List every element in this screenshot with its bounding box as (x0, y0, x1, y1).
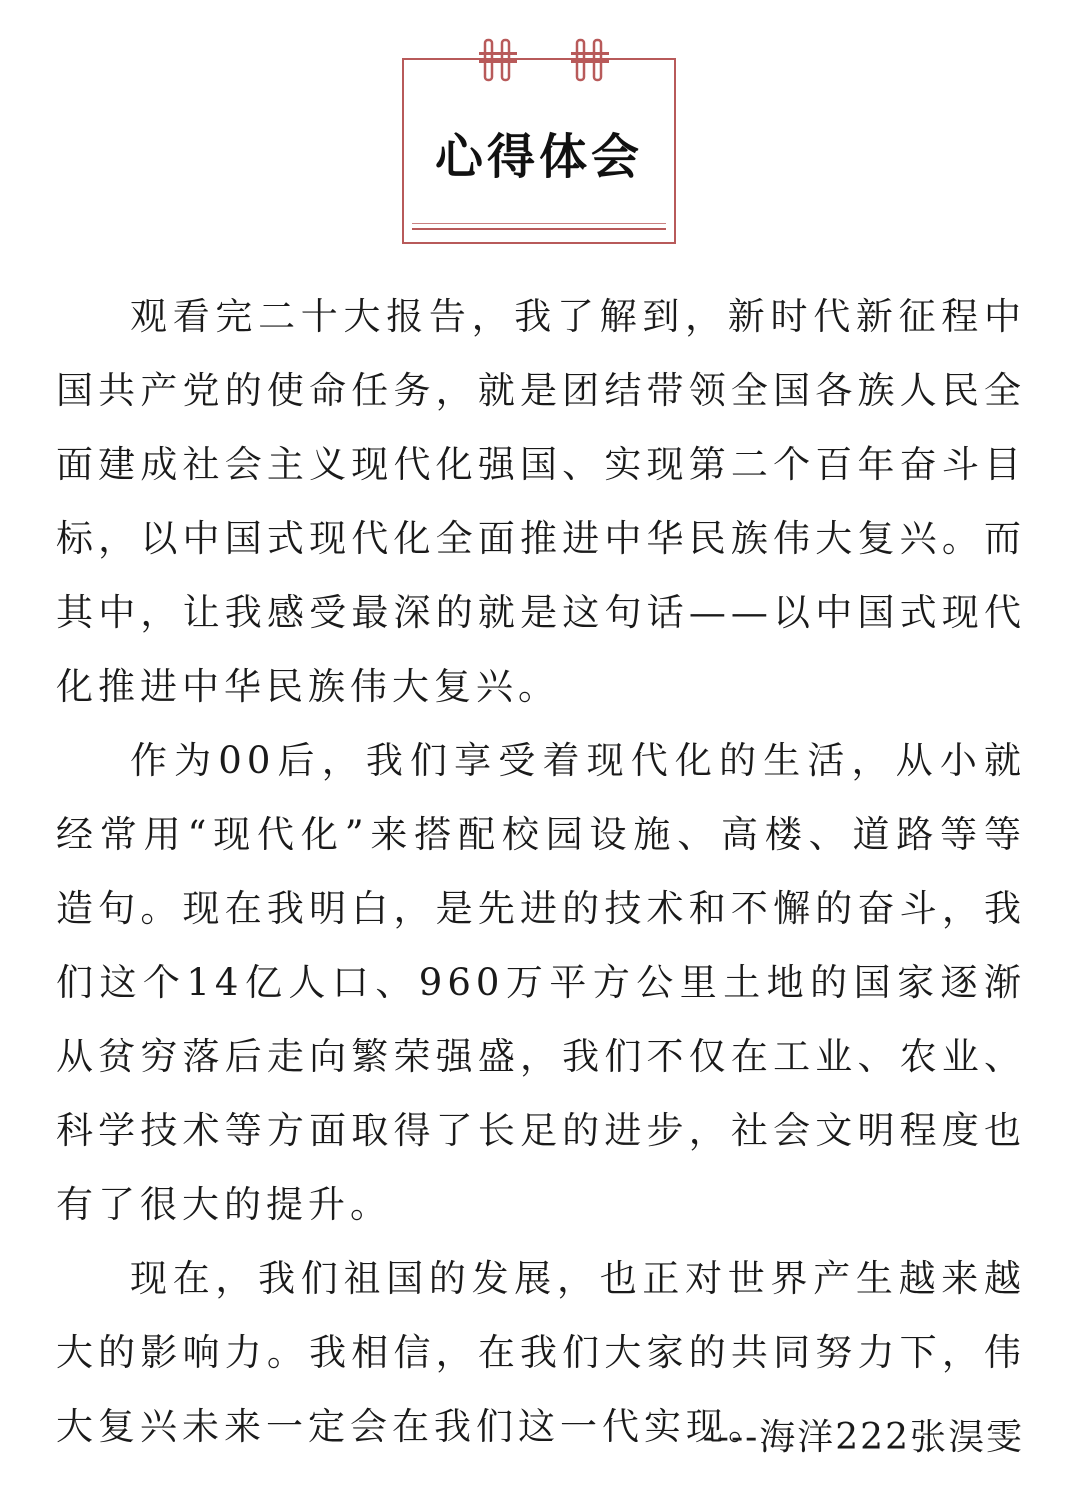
paragraph-3: 现在，我们祖国的发展，也正对世界产生越来越大的影响力。我相信，在我们大家的共同努力下，伟大复兴未来一定会在我们这一代实现。 (56, 1257, 1026, 1448)
essay-body (56, 280, 1026, 1464)
binder-clip-icon (570, 38, 610, 84)
title-underline (412, 228, 666, 230)
page-title: 心得体会 (434, 129, 643, 185)
title-underline-thin (412, 223, 666, 224)
title-frame (402, 58, 676, 244)
binder-clip-icon (478, 38, 518, 84)
author-signature: ----海洋222张淏雯 (702, 1417, 1024, 1458)
paragraph-2: 作为00后，我们享受着现代化的生活，从小就经常用“现代化”来搭配校园设施、高楼、道路等等造句。现在我明白，是先进的技术和不懈的奋斗，我们这个14亿人口、960万平方公里土地的国家逐渐从贫穷落后走向繁荣强盛，我们不仅在工业、农业、科学技术等方面取得了长足的进步，社会文明程度也有了很大的提升。 (56, 739, 1026, 1226)
paragraph-1: 观看完二十大报告，我了解到，新时代新征程中国共产党的使命任务，就是团结带领全国各族人民全面建成社会主义现代化强国、实现第二个百年奋斗目标，以中国式现代化全面推进中华民族伟大复兴。而其中，让我感受最深的就是这句话——以中国式现代化推进中华民族伟大复兴。 (56, 295, 1026, 708)
